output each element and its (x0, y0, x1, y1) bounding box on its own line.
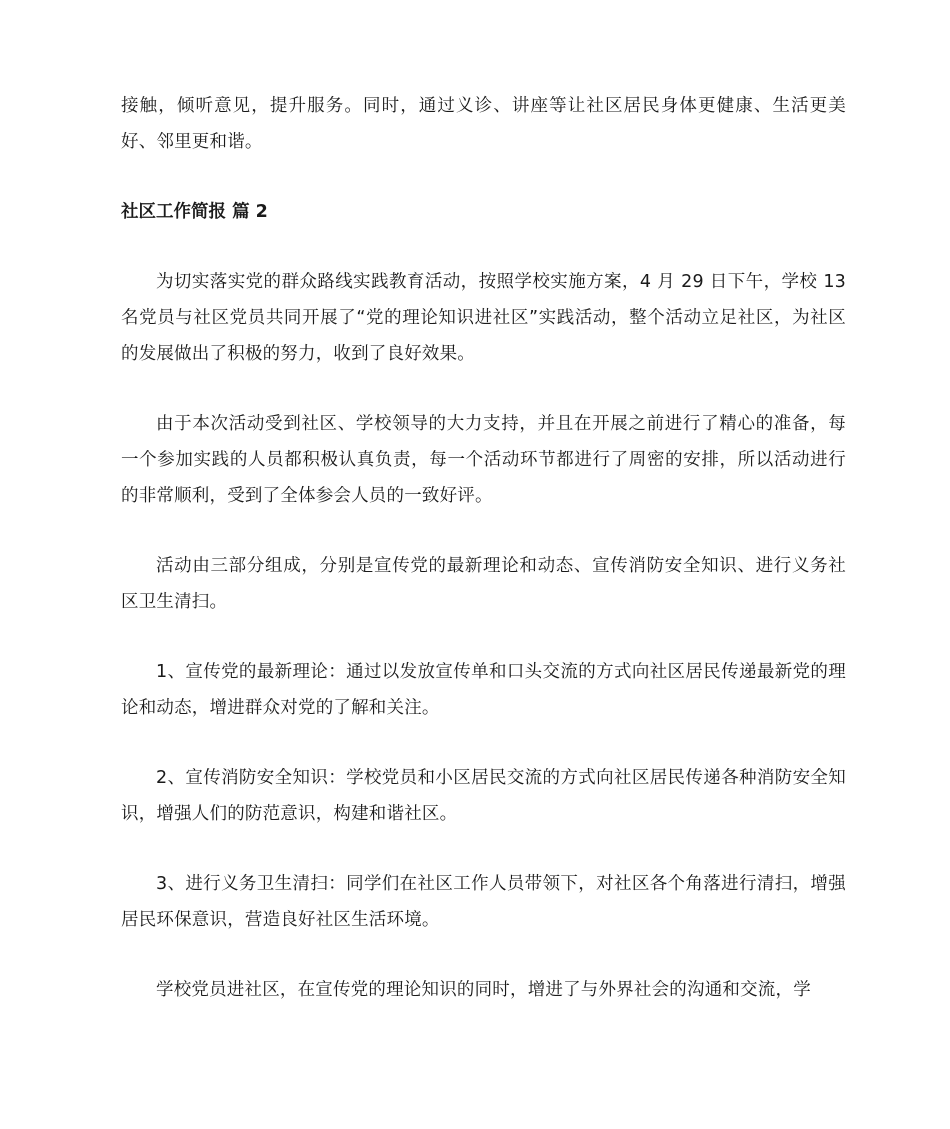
paragraph-conclusion: 学校党员进社区，在宣传党的理论知识的同时，增进了与外界社会的沟通和交流，学 (156, 980, 811, 1000)
document-page (121, 88, 846, 1008)
section-heading: 社区工作简报 篇 2 (121, 202, 268, 222)
paragraph-activity-overview: 为切实落实党的群众路线实践教育活动，按照学校实施方案，4 月 29 日下午，学校 13 名党员与社区党员共同开展了“党的理论知识进社区”实践活动，整个活动立足社区，为社区的发展做出了积极的努力，收到了良好效果。 (121, 272, 846, 364)
paragraph-intro-continued: 接触，倾听意见，提升服务。同时，通过义诊、讲座等让社区居民身体更健康、生活更美好、邻里更和谐。 (121, 96, 846, 152)
paragraph-item-2: 2、宣传消防安全知识：学校党员和小区居民交流的方式向社区居民传递各种消防安全知识，增强人们的防范意识，构建和谐社区。 (121, 768, 846, 824)
paragraph-item-1: 1、宣传党的最新理论：通过以发放宣传单和口头交流的方式向社区居民传递最新党的理论和动态，增进群众对党的了解和关注。 (121, 662, 846, 718)
paragraph-support: 由于本次活动受到社区、学校领导的大力支持，并且在开展之前进行了精心的准备，每一个参加实践的人员都积极认真负责，每一个活动环节都进行了周密的安排，所以活动进行的非常顺利，受到了全体参会人员的一致好评。 (121, 414, 846, 506)
paragraph-three-parts: 活动由三部分组成，分别是宣传党的最新理论和动态、宣传消防安全知识、进行义务社区卫生清扫。 (121, 556, 846, 612)
paragraph-item-3: 3、进行义务卫生清扫：同学们在社区工作人员带领下，对社区各个角落进行清扫，增强居民环保意识，营造良好社区生活环境。 (121, 874, 846, 930)
